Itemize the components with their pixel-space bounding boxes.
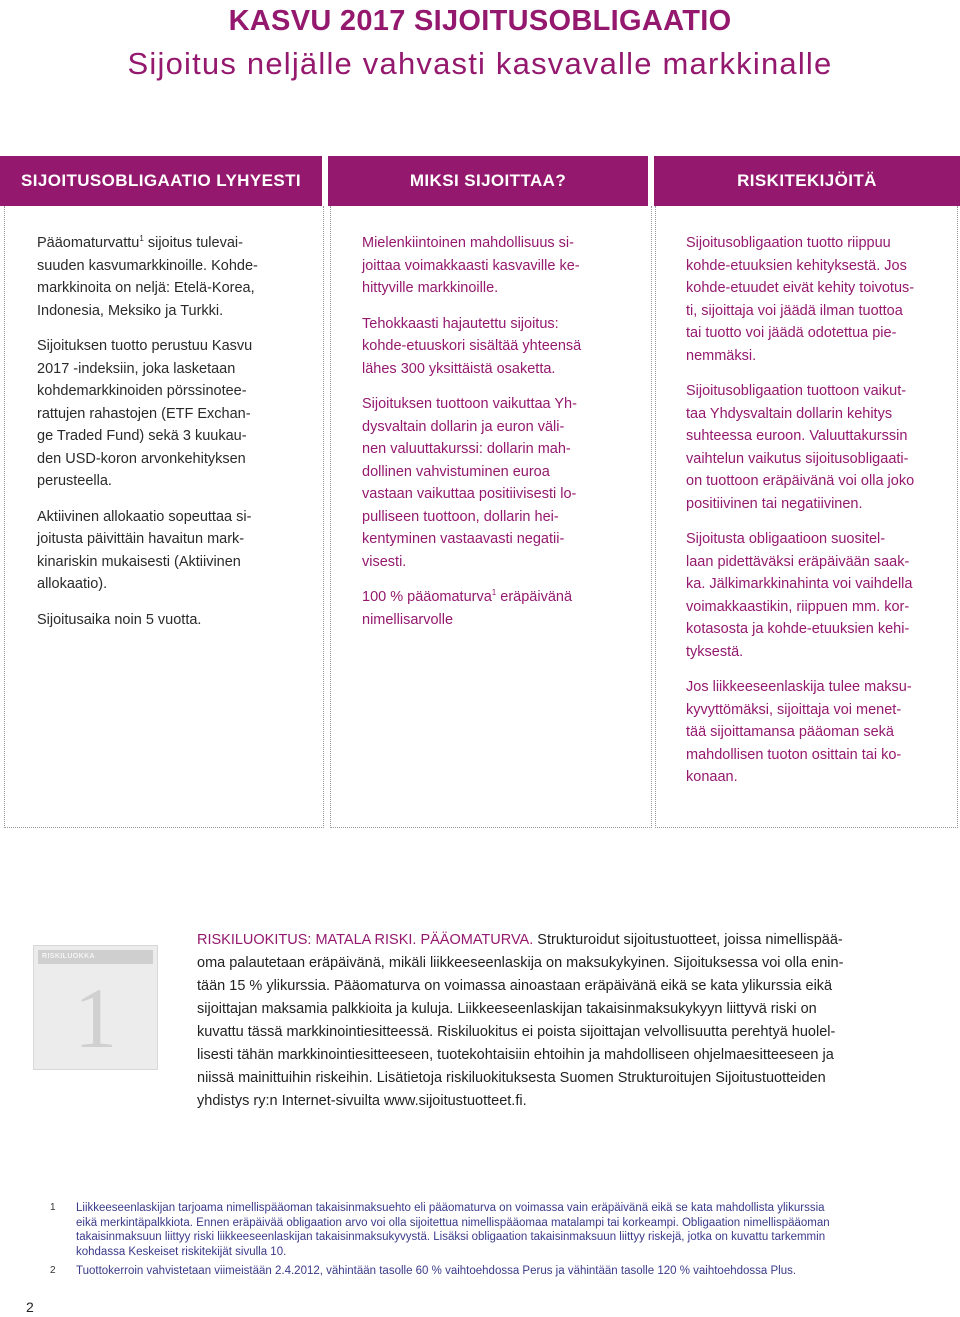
footnote-number: 1	[50, 1202, 56, 1213]
footnote-number: 2	[50, 1265, 56, 1276]
paragraph: Sijoituksen tuotto perustuu Kasvu 2017 -indeksiin, joka lasketaan kohdemarkkinoiden pörssinotee- rattujen rahastojen (ETF Exchan- ge Traded Fund) sekä 3 kuukau- den USD-koron arvonkehityksen perusteella.	[37, 338, 253, 489]
column-heading-risks: RISKITEKIJÖITÄ	[654, 156, 960, 206]
document-title: KASVU 2017 SIJOITUSOBLIGAATIO	[228, 5, 732, 37]
risk-classification-text: RISKILUOKITUS: MATALA RISKI. PÄÄOMATURVA. Strukturoidut sijoitustuotteet, joissa nimellispää- oma palautetaan eräpäivänä, mikäli liikkeeseenlaskija on maksukykyinen. Sijoituksessa voi olla enin- tään 15 % ylikurssia. Pääomaturva on voimassa ainoastaan eräpäivänä eikä se kata ylikurssia eikä sijoittajan maksamia palkkioita ja kuluja. Liikkeeseenlaskijan takaisinmaksukykyyn liittyvä riski on kuvattu tässä markkinointiesitteessä. Riskiluokitus ei poista sijoittajan velvollisuutta perehtyä huolel- lisesti tähän markkinointiesitteeseen, tuotekohtaisiin ehtoihin ja mahdolliseen ohjelmaesitteeseen ja niissä mainittuihin riskeihin. Lisätietoja riskiluokituksesta Suomen Strukturoitujen Sijoitustuotteiden yhdistys ry:n Internet-sivuilta www.sijoitustuotteet.fi.	[197, 932, 844, 1109]
paragraph: Sijoitusobligaation tuotto riippuu kohde-etuuksien kehityksestä. Jos kohde-etuudet eivät kehity toivotus- ti, sijoittaja voi jäädä ilman tuottoa tai tuotto voi jäädä odotettua pie- nemmäksi.	[686, 235, 915, 364]
paragraph: Sijoitusta obligaatioon suositel- laan pidettäväksi eräpäivään saak- ka. Jälkimarkkinahinta voi vaihdella voimakkaastikin, riippuen mm. kor- kotasosta ja kohde-etuuksien kehi- tyksestä.	[686, 531, 913, 660]
risk-class-icon-number: 1	[74, 970, 117, 1066]
paragraph: Pääomaturvattu$^1$ sijoitus tulevai- suuden kasvumarkkinoille. Kohde- markkinoita on neljä: Etelä-Korea, Indonesia, Meksiko ja Turkki.	[37, 234, 258, 319]
document-header	[0, 0, 960, 84]
paragraph: Tehokkaasti hajautettu sijoitus: kohde-etuuskori sisältää yhteensä lähes 300 yksittäistä osaketta.	[362, 315, 582, 377]
paragraph: Aktiivinen allokaatio sopeuttaa si- joitusta päivittäin havaitun mark- kinariskin mukaisesti (Aktiivinen allokaatio).	[37, 508, 252, 592]
paragraph: Sijoituksen tuottoon vaikuttaa Yh- dysvaltain dollarin ja euron väli- nen valuuttakurssi: dollarin mah- dollinen vahvistuminen euroa vastaan vaikuttaa positiivisesti lo- pulliseen tuottoon, dollarin hei- kentyminen vastaavasti negatii- visesti.	[362, 396, 577, 570]
paragraph: Jos liikkeeseenlaskija tulee maksu- kyvyttömäksi, sijoittaja voi menet- tää sijoittamansa pääoman sekä mahdollisen tuoton osittain tai ko- konaan.	[686, 679, 912, 785]
paragraph: 100 % pääomaturva$^1$ eräpäivänä nimellisarvolle	[362, 588, 573, 628]
column-why-invest-text	[362, 232, 632, 644]
footnote-1: 1 Liikkeeseenlaskijan tarjoama nimellispääoman takaisinmaksuehto eli pääomaturva on voimassa vain eräpäivänä eikä se kata mahdollista ylikurssia eikä merkintäpalkkiota. Ennen eräpäivää obligaation arvo voi olla sijoitettua nimellispääomaa matalampi tai korkeampi. Obligaation nimellispääoman takaisinmaksuun liittyy riski liikkeeseenlaskijan takaisinmaksukyvystä. Lisäksi obligaation takaisinmaksuun liittyy riskejä, jotka on kuvattu tarkemmin kohdassa Keskeiset riskitekijät sivulla 10.	[50, 1202, 830, 1258]
risk-classification-lead: RISKILUOKITUS: MATALA RISKI. PÄÄOMATURVA.	[197, 932, 534, 948]
page-number: 2	[26, 1299, 34, 1315]
column-heading-overview: SIJOITUSOBLIGAATIO LYHYESTI	[0, 156, 322, 206]
document-subtitle: Sijoitus neljälle vahvasti kasvavalle markkinalle	[127, 46, 833, 81]
column-overview-text	[37, 232, 307, 644]
column-heading-why-invest: MIKSI SIJOITTAA?	[328, 156, 648, 206]
column-risks-text	[686, 232, 948, 802]
paragraph: Mielenkiintoinen mahdollisuus si- joittaa voimakkaasti kasvaville ke- hittyville markkinoille.	[362, 235, 580, 296]
paragraph: Sijoitusobligaation tuottoon vaikut- taa Yhdysvaltain dollarin kehitys suhteessa euroon. Valuuttakurssin vaihtelun vaikutus sijoitusobligaati- on tuottoon eräpäivänä voi olla joko positiivinen tai negatiivinen.	[686, 383, 915, 512]
risk-class-icon	[33, 945, 158, 1070]
footnote-2: 2 Tuottokerroin vahvistetaan viimeistään 2.4.2012, vähintään tasolle 60 % vaihtoehdossa Perus ja vähintään tasolle 120 % vaihtoehdossa Plus.	[50, 1265, 797, 1277]
risk-class-icon-label: RISKILUOKKA	[38, 950, 153, 964]
paragraph: Sijoitusaika noin 5 vuotta.	[37, 611, 202, 628]
